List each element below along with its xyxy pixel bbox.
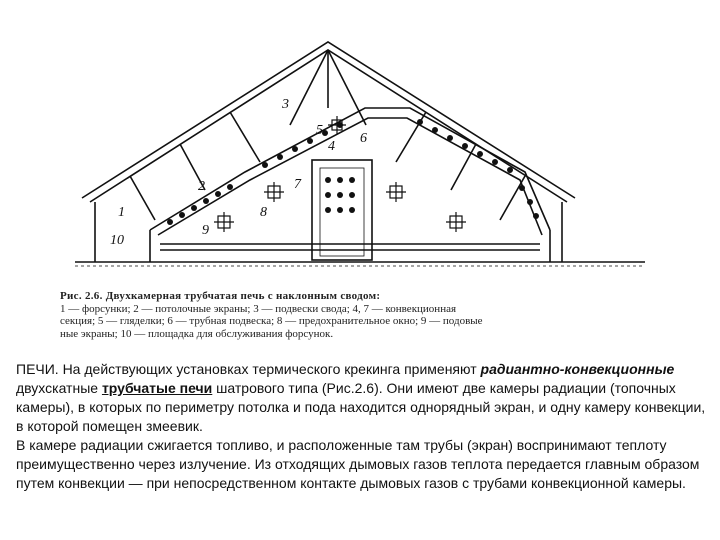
- figure-caption: [60, 290, 635, 340]
- term-tube-furnaces-link[interactable]: трубчатые печи: [101, 380, 213, 396]
- term-radiant-convection: радиантно-конвекционные: [480, 361, 675, 377]
- caption-title: Рис. 2.6. Двухкамерная трубчатая печь с наклонным сводом:: [60, 290, 381, 302]
- furnace-diagram: [70, 30, 650, 280]
- paragraph-1-part-a: ПЕЧИ. На действующих установках термического крекинга применяют: [16, 361, 481, 377]
- label-8: 8: [260, 205, 267, 220]
- label-7: 7: [294, 177, 301, 192]
- caption-line-3: ные экраны; 10 — площадка для обслуживания форсунок.: [60, 327, 334, 340]
- label-4: 4: [328, 139, 335, 154]
- article-text: [16, 360, 706, 493]
- label-10: 10: [110, 233, 124, 248]
- label-2: 2: [198, 179, 205, 194]
- caption-line-2: секция; 5 — гляделки; 6 — трубная подвеска; 8 — предохранительное окно; 9 — подовые: [60, 315, 483, 327]
- furnace-drawing: [70, 30, 650, 280]
- paragraph-1-part-c: шатрового типа (Рис.2.6). Они имеют две камеры радиации (топочных камеры), в которых по периметру потолка и пода находится однорядный экран, и одну камеру конвекции, в которой помещен змеевик.: [16, 380, 706, 434]
- paragraph-1: [16, 360, 706, 436]
- label-1: 1: [118, 205, 125, 220]
- label-5: 5: [316, 123, 323, 138]
- paragraph-1-part-b: двухскатные: [16, 380, 102, 396]
- caption-line-1: 1 — форсунки; 2 — потолочные экраны; 3 — подвески свода; 4, 7 — конвекционная: [60, 302, 457, 315]
- paragraph-2: В камере радиации сжигается топливо, и расположенные там трубы (экран) воспринимают теплоту преимущественно через излучение. Из отходящих дымовых газов теплота передается главным образом путем конвекции — при непосредственном контакте дымовых газов с трубами конвекционной камеры.: [16, 437, 700, 491]
- label-6: 6: [360, 131, 367, 146]
- label-9: 9: [202, 223, 209, 238]
- label-3: 3: [282, 97, 289, 112]
